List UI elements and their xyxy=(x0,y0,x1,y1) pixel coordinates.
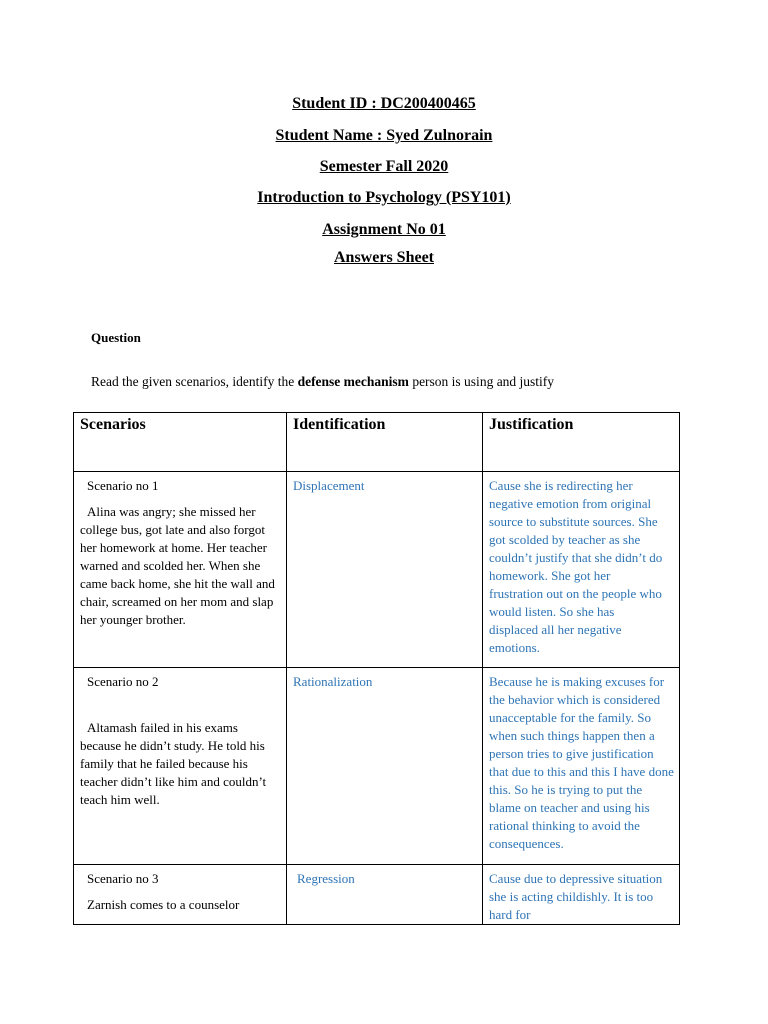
question-label: Question xyxy=(91,330,141,345)
scenario-cell xyxy=(74,865,287,925)
student-name: Student Name : Syed Zulnorain xyxy=(275,127,493,144)
justification-cell xyxy=(483,472,680,668)
justification-cell xyxy=(483,865,680,925)
identification-text: Rationalization xyxy=(293,674,373,689)
header-scenarios: Scenarios xyxy=(74,413,287,472)
justification-text: Because he is making excuses for the behavior which is considered unacceptable for the family. So when such things happen then a person tries to give justification that due to this and this I have done this. So he is trying to put the blame on teacher and using his rational thinking to avoid the consequences. xyxy=(489,674,674,851)
scenario-text: Altamash failed in his exams because he didn’t study. He told his family that he failed because his teacher didn’t like him and couldn’t teach him well. xyxy=(80,720,267,807)
scenario-cell xyxy=(74,668,287,865)
identification-cell xyxy=(287,668,483,865)
scenario-text: Zarnish comes to a counselor xyxy=(87,897,240,912)
table-row xyxy=(74,668,680,865)
scenario-title: Scenario no 3 xyxy=(87,871,159,886)
header-justification: Justification xyxy=(483,413,680,472)
answers-sheet-title: Answers Sheet xyxy=(334,249,434,266)
identification-text: Displacement xyxy=(293,478,365,493)
identification-cell xyxy=(287,865,483,925)
question-instruction xyxy=(91,374,554,390)
justification-text: Cause she is redirecting her negative emotion from original source to substitute sources. She got scolded by teacher as she couldn’t justify that she didn’t do homework. She got her frustration out on the people who would listen. So she has displaced all her negative emotions. xyxy=(489,478,663,655)
scenario-text: Alina was angry; she missed her college bus, got late and also forgot her homework at home. Her teacher warned and scolded her. When she came back home, she hit the wall and chair, screamed on her mom and slap her younger brother. xyxy=(80,504,275,627)
scenario-cell xyxy=(74,472,287,668)
scenario-title: Scenario no 2 xyxy=(87,674,159,689)
justification-cell xyxy=(483,668,680,865)
header-identification: Identification xyxy=(287,413,483,472)
assignment-number: Assignment No 01 xyxy=(322,221,446,238)
table-row xyxy=(74,865,680,925)
course-title: Introduction to Psychology (PSY101) xyxy=(257,189,511,206)
student-id: Student ID : DC200400465 xyxy=(292,95,476,112)
instruction-text-end: person is using and justify xyxy=(408,374,555,389)
justification-text: Cause due to depressive situation she is acting childishly. It is too hard for xyxy=(489,871,663,922)
table-header-row xyxy=(74,413,680,472)
identification-cell xyxy=(287,472,483,668)
instruction-bold-term: defense mechanism xyxy=(297,374,409,389)
answers-table xyxy=(73,412,680,925)
table-row xyxy=(74,472,680,668)
scenario-title: Scenario no 1 xyxy=(87,478,159,493)
identification-text: Regression xyxy=(297,871,355,886)
semester: Semester Fall 2020 xyxy=(319,158,449,175)
instruction-text-start: Read the given scenarios, identify the xyxy=(91,374,298,389)
